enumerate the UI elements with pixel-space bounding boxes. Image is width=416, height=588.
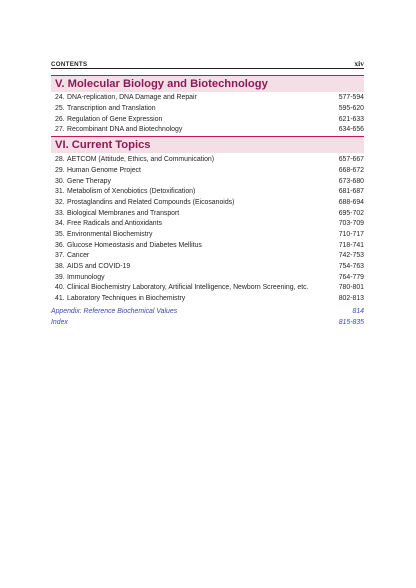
toc-entry-chapter-30[interactable] [55,176,364,186]
page-range: 815-835 [338,318,364,326]
index-title: Index [51,318,68,326]
page-number: xiv [354,59,364,68]
toc-entry-chapter-29[interactable] [55,165,364,175]
chapter-number: 35. [55,230,65,238]
chapter-number: 26. [55,115,65,123]
toc-entry-chapter-24[interactable] [55,92,364,102]
page-range: 703-709 [338,219,364,227]
page-range: 718-741 [338,241,364,249]
chapter-number: 31. [55,187,65,195]
chapter-title: AETCOM (Attitude, Ethics, and Communication) [67,155,215,163]
chapter-number: 37. [55,251,65,259]
chapter-number: 38. [55,262,65,270]
chapter-number: 32. [55,198,65,206]
toc-entry-chapter-36[interactable] [55,240,364,250]
chapter-title: Environmental Biochemistry [67,230,153,238]
toc-entry-chapter-37[interactable] [55,250,364,260]
chapter-number: 29. [55,166,65,174]
chapter-title: Immunology [67,273,105,281]
chapter-title: Cancer [67,251,90,259]
toc-entry-chapter-38[interactable] [55,261,364,271]
chapter-title: Recombinant DNA and Biotechnology [67,125,183,133]
page-range: 634-656 [338,125,364,133]
toc-entry-chapter-34[interactable] [55,218,364,228]
chapter-number: 25. [55,104,65,112]
page-range: 673-680 [338,177,364,185]
chapter-number: 30. [55,177,65,185]
chapter-title: Transcription and Translation [67,104,156,112]
chapter-title: DNA-replication, DNA Damage and Repair [67,93,197,101]
chapter-number: 33. [55,209,65,217]
page-range: 657-667 [338,155,364,163]
page-range: 681-687 [338,187,364,195]
chapter-title: Gene Therapy [67,177,111,185]
chapter-title: Free Radicals and Antioxidants [67,219,162,227]
page-range: 814 [352,307,364,315]
chapter-number: 34. [55,219,65,227]
toc-entry-chapter-26[interactable] [55,114,364,124]
toc-entry-chapter-41[interactable] [55,293,364,303]
toc-entry-chapter-25[interactable] [55,103,364,113]
page-range: 695-702 [338,209,364,217]
page-range: 742-753 [338,251,364,259]
chapter-title: AIDS and COVID-19 [67,262,131,270]
chapter-number: 39. [55,273,65,281]
toc-entry-chapter-27[interactable] [55,124,364,134]
section-heading-molecular-biology [51,75,364,92]
chapter-title: Prostaglandins and Related Compounds (Eicosanoids) [67,198,235,206]
chapter-number: 28. [55,155,65,163]
page-range: 688-694 [338,198,364,206]
toc-entry-chapter-35[interactable] [55,229,364,239]
running-head [51,56,364,68]
chapter-title: Metabolism of Xenobiotics (Detoxification) [67,187,196,195]
toc-entry-chapter-40[interactable] [55,282,364,292]
page-range: 595-620 [338,104,364,112]
running-head-label: CONTENTS [51,61,88,68]
page-range: 764-779 [338,273,364,281]
section-heading-current-topics [51,136,364,153]
chapter-title: Regulation of Gene Expression [67,115,163,123]
header-rule [51,68,364,69]
page-range: 621-633 [338,115,364,123]
chapter-title: Biological Membranes and Transport [67,209,180,217]
toc-entry-appendix[interactable] [51,306,364,316]
section-title: VI. Current Topics [55,139,151,151]
toc-entry-chapter-39[interactable] [55,272,364,282]
chapter-number: 40. [55,283,65,291]
chapter-number: 36. [55,241,65,249]
chapter-title: Laboratory Techniques in Biochemistry [67,294,186,302]
page-range: 668-672 [338,166,364,174]
page-range: 780-801 [338,283,364,291]
chapter-title: Clinical Biochemistry Laboratory, Artificial Intelligence, Newborn Screening, etc. [67,283,309,291]
toc-entry-chapter-28[interactable] [55,154,364,164]
toc-entry-chapter-31[interactable] [55,186,364,196]
page-range: 577-594 [338,93,364,101]
chapter-number: 24. [55,93,65,101]
toc-entry-index[interactable] [51,317,364,327]
chapter-title: Glucose Homeostasis and Diabetes Mellitus [67,241,202,249]
chapter-number: 27. [55,125,65,133]
page-range: 710-717 [338,230,364,238]
toc-entry-chapter-32[interactable] [55,197,364,207]
section-title: V. Molecular Biology and Biotechnology [55,78,268,90]
page-range: 754-763 [338,262,364,270]
chapter-title: Human Genome Project [67,166,141,174]
appendix-title: Appendix: Reference Biochemical Values [51,307,178,315]
toc-entry-chapter-33[interactable] [55,208,364,218]
chapter-number: 41. [55,294,65,302]
page-range: 802-813 [338,294,364,302]
